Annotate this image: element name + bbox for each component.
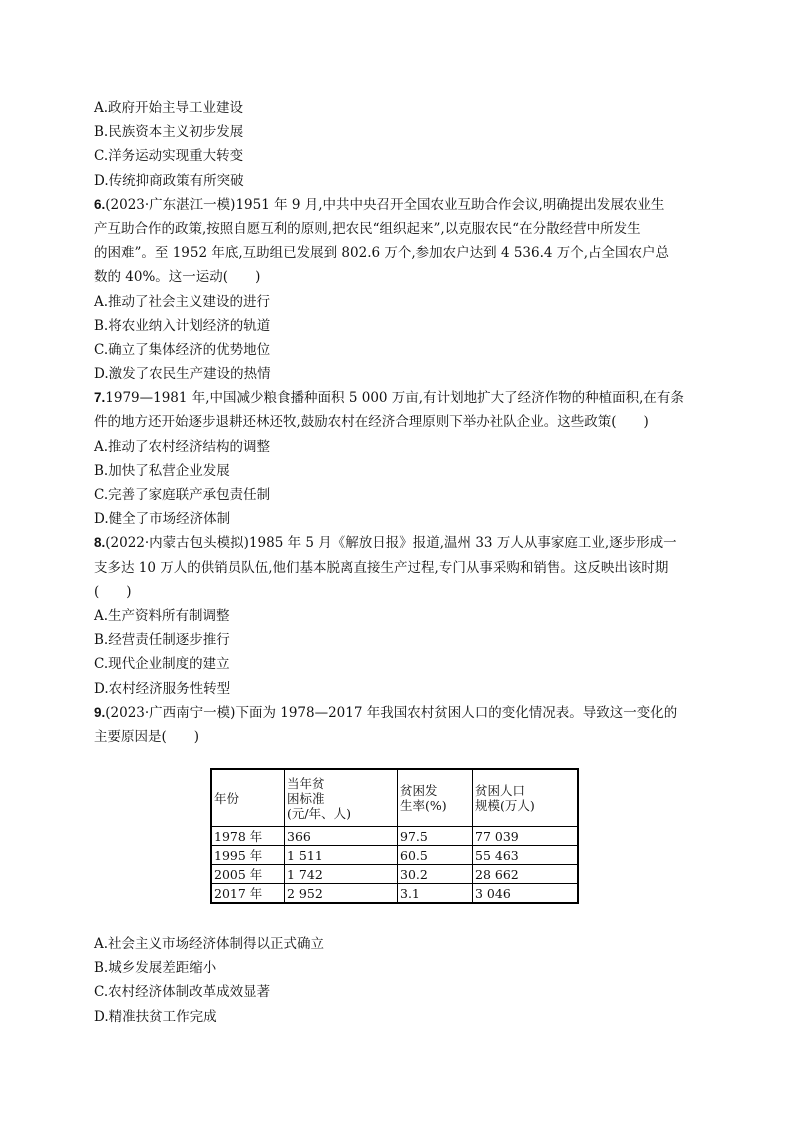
q8-stem-line-3: ( ) <box>94 583 132 600</box>
header-year: 年份 <box>211 769 285 827</box>
cell-scale: 77 039 <box>473 827 579 846</box>
q7-option-b: B.加快了私营企业发展 <box>94 462 230 479</box>
q5-option-c: C.洋务运动实现重大转变 <box>94 148 244 165</box>
poverty-table-wrap <box>210 768 579 904</box>
q8-number: 8. <box>94 535 106 551</box>
q9-option-a: A.社会主义市场经济体制得以正式确立 <box>94 936 325 952</box>
q9-options <box>94 932 324 1029</box>
cell-scale: 55 463 <box>473 846 579 865</box>
q9-option-d: D.精准扶贫工作完成 <box>94 1008 217 1025</box>
cell-standard: 366 <box>285 827 398 846</box>
q5-option-d: D.传统抑商政策有所突破 <box>94 172 244 189</box>
table-row <box>211 846 578 865</box>
cell-standard: 1 511 <box>285 846 398 865</box>
q8-option-d: D.农村经济服务性转型 <box>94 680 231 697</box>
q8-option-a: A.生产资料所有制调整 <box>94 607 230 624</box>
q6-number: 6. <box>94 196 106 212</box>
q9-stem-line-2: 主要原因是( ) <box>94 728 200 745</box>
q6-option-a: A.推动了社会主义建设的进行 <box>94 293 271 310</box>
q7-stem-line-1: 7.1979—1981 年,中国减少粮食播种面积 5 000 万亩,有计划地扩大了经济作物的种植面积,在有条 <box>94 390 684 407</box>
cell-rate: 97.5 <box>398 827 473 846</box>
table-row <box>211 865 578 884</box>
q9-option-c: C.农村经济体制改革成效显著 <box>94 984 271 1001</box>
cell-scale: 3 046 <box>473 884 579 904</box>
q5-option-b: B.民族资本主义初步发展 <box>94 124 244 141</box>
q6-stem-line-3: 的困难”。至 1952 年底,互助组已发展到 802.6 万个,参加农户达到 4 536.4 万个,占全国农户总 <box>94 245 670 262</box>
poverty-table <box>210 768 579 904</box>
header-rate: 贫困发 生率(%) <box>398 769 473 827</box>
q7-stem-line-2: 件的地方还开始逐步退耕还林还牧,鼓励农村在经济合理原则下举办社队企业。这些政策( ) <box>94 414 649 431</box>
header-standard: 当年贫 困标准 (元/年、人) <box>285 769 398 827</box>
table-row <box>211 827 578 846</box>
cell-year: 1978 年 <box>211 827 285 846</box>
cell-rate: 3.1 <box>398 884 473 904</box>
q6-option-d: D.激发了农民生产建设的热情 <box>94 366 271 383</box>
q9-option-b: B.城乡发展差距缩小 <box>94 960 217 977</box>
q8-option-c: C.现代企业制度的建立 <box>94 656 230 673</box>
cell-rate: 30.2 <box>398 865 473 884</box>
q7-number: 7. <box>94 390 106 406</box>
table-row <box>211 884 578 904</box>
cell-rate: 60.5 <box>398 846 473 865</box>
q7-option-a: A.推动了农村经济结构的调整 <box>94 438 271 455</box>
q6-stem-line-2: 产互助合作的政策,按照自愿互利的原则,把农民“组织起来”,以克服农民“在分散经营中所发生 <box>94 220 641 237</box>
q8-option-b: B.经营责任制逐步推行 <box>94 632 230 649</box>
header-scale: 贫困人口 规模(万人) <box>473 769 579 827</box>
cell-year: 2017 年 <box>211 884 285 904</box>
q9-stem-line-1: 9.(2023·广西南宁一模)下面为 1978—2017 年我国农村贫困人口的变化情况表。导致这一变化的 <box>94 704 678 721</box>
q5-option-a: A.政府开始主导工业建设 <box>94 100 244 116</box>
q6-stem-line-1: 6.(2023·广东湛江一模)1951 年 9 月,中共中央召开全国农业互助合作会议,明确提出发展农业生 <box>94 196 665 213</box>
question-content <box>94 96 704 749</box>
q7-option-d: D.健全了市场经济体制 <box>94 511 231 528</box>
q8-stem-line-2: 支多达 10 万人的供销员队伍,他们基本脱离直接生产过程,专门从事采购和销售。这反映出该时期 <box>94 559 669 576</box>
q6-option-c: C.确立了集体经济的优势地位 <box>94 341 271 358</box>
table-header-row <box>211 769 578 827</box>
q9-number: 9. <box>94 704 106 720</box>
cell-year: 1995 年 <box>211 846 285 865</box>
cell-standard: 2 952 <box>285 884 398 904</box>
q7-option-c: C.完善了家庭联产承包责任制 <box>94 487 271 503</box>
cell-standard: 1 742 <box>285 865 398 884</box>
cell-scale: 28 662 <box>473 865 579 884</box>
cell-year: 2005 年 <box>211 865 285 884</box>
q6-option-b: B.将农业纳入计划经济的轨道 <box>94 317 271 334</box>
q8-stem-line-1: 8.(2022·内蒙古包头模拟)1985 年 5 月《解放日报》报道,温州 33 万人从事家庭工业,逐步形成一 <box>94 535 677 552</box>
q6-stem-line-4: 数的 40%。这一运动( ) <box>94 269 261 286</box>
